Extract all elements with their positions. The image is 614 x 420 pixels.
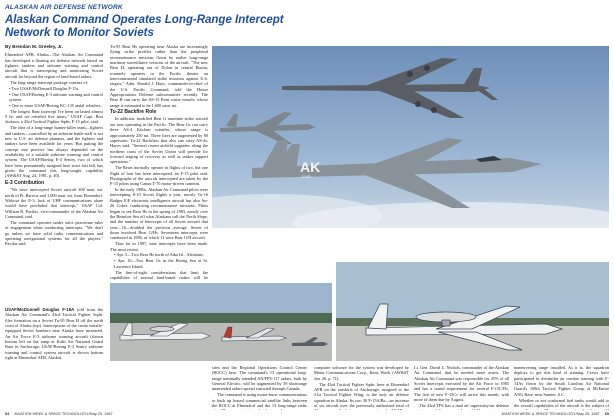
page-number-right: 65 (604, 412, 609, 416)
article-column-5 (414, 365, 509, 410)
article-column-2 (110, 44, 208, 280)
subheading: E-3 Contribution (5, 179, 45, 186)
paragraph: The 43rd Tactical Fighter Sqdn. here at Elmendorf AFB on the outskirts of Anchorage, assigned to the 21st Tactical Fighter Wing, is the only air defense squadron in Alaska. Its two 30 F-15A/Bs—an increase of six aircraft over the previously authorized total of (314, 381, 409, 408)
paragraph: In addition, modified Bear G maritime strike aircraft are now operating in the Pacific. The Bear Gs can carry three AS-4 Kitchen missiles, whose range is approximately 250 mi. Three fixes are augmented by 80 supersonic Tu-22 Backfires that also can carry AS-4s, Hayes said. "Several recent airfield upgrades along the northern coast of the Soviet Union will provide for forward staging of recovery as well as tanker support operations." (110, 116, 208, 165)
paragraph: The idea of a long-range hunter-killer team—fighters and tankers—controlled by an airborne battle staff is not new to U.S. air defense planners, and the fighters and tankers have been available for years. But putting the concept into practice has always depended on the availability of a suitable airborne warning and control system. The USAF/Boeing E-3 Sentry, two of which have been permanently assigned here since last fall, has given the command this long-sought capability (AW&ST Aug. 24, 1981, p. 40). (5, 125, 103, 179)
page-number-left: 64 (5, 412, 10, 416)
ramp-photo (110, 283, 332, 361)
paragraph: Elmendorf AFB, Alaska—The Alaskan Air Command has developed a floating air defense network based on fighters, tankers and airborne warning and control aircraft that is intercepting and monitoring Soviet aircraft far beyond the region of land-based radars. (5, 52, 103, 79)
tail-code-text: AK (300, 159, 321, 175)
article-title: Alaskan Command Operates Long-Range Intercept Network to Monitor Soviets (5, 14, 284, 39)
paragraph: Whether or not conformal fuel tanks would add to the overall capabilities of the aircraft is the subject of (514, 397, 609, 408)
paragraph: The command operates under strict peacetime rules of engagement when conducting intercepts. "We don't go unless we have solid radio communications and operating navigational systems for all the players," Pavilas said. (5, 219, 103, 247)
article-column-6 (514, 365, 609, 410)
paragraph: Tu-95 Bear Hs operating near Alaska are increasingly flying strike profiles rather than the peripheral reconnaissance missions flown by earlier long-range maritime surveillance versions of the aircraft. "The new Bear H, operating out of Dolon in central Russia, routinely operates in the Pacific theater on intercontinental simulated strike missions against U.S. targets," Adm. Ronald J. Hays, commander-in-chief of the U.S. Pacific Command, told the House Appropriations Defense subcommittee recently. The Bear H can carry the AS-15 Kent cruise missile, whose range is estimated to be 1,600 naut. mi. (110, 44, 208, 108)
article-column-4 (314, 365, 409, 410)
paragraph: The longest Bear intercept I've been on lasted almost 9 hr. and we refueled five times," USAF Capt. Bret Jackson, a 43rd Tactical Fighter Sqdn. F-15 pilot, said. (5, 108, 103, 125)
top-photo (212, 46, 609, 228)
paragraph: In the early 1980s, Alaskan Air Command pilots were intercepting 8-10 Soviet flights a year, mostly Tu-16 Badger E/F electronic intelligence aircraft but also An-26 Cokes conducting reconnaissance missions. Pilots began to see Bear Hs in the spring of 1983, mostly over the Beaufort Sea off what Alaskans call the North Slope, and the number of intercepts of all Soviet aircraft that year—16—doubled the previous average. Seven of those involved Bear G/Hs. Seventeen intercepts were conducted in 1986, of which 11 were Bear G/H aircraft. (110, 187, 208, 241)
paragraph: maneuvering range installed. As it is, the squadron deploys to get this kind of training. Crews have participated in dissimilar air combat training with F-14As flown by the South Carolina Air National Guard's 169th Tactical Fighter Group at McEntire ANG Base, near Sumter, S.C. (514, 365, 609, 397)
article-column-1 (5, 44, 103, 306)
paragraph: The Bears normally operate in flights of two, but one flight of four has been intercepted, an F-15 pilot said. Photographs of the aircraft intercepted are taken by the F-15 pilots using Canon T-70 motor-driven cameras. (110, 165, 208, 187)
byline: By Brendan M. Greeley, Jr. (5, 44, 63, 49)
paragraph: computer software for the system was developed by Motor Communications Corp., Kent, Wash. (AW&ST Jan. 26, p. 71). (314, 365, 409, 381)
tail-number-text: 0065 (302, 174, 311, 179)
section-header: ALASKAN AIR DEFENSE NETWORK (5, 4, 123, 11)
e3-sentry-photo (336, 262, 609, 361)
bottom-left-photo (110, 283, 332, 361)
caption-text: (old from the Alaskan Air Command's 43rd Tactical Fighter Sqdn. files formation on a Soviet Tu-95 Bear H off the north coast of Alaska (top). Interceptions of the cruise missile-equipped Soviet bombers near Alaska have increased. An Air Force E-3 airborne warning aircraft (shown bottom left on the ramp at Kulis Air National Guard Base in Anchorage; USAF/Boeing E-3 Sentry airborne warning and control system aircraft is shown bottom right at Elmendorf AFB, Alaska). (5, 307, 103, 361)
paragraph: "We have intercepted Soviet aircraft 400 naut. mi. north of Pt. Barrow and 1,000 naut. mi. from Elmendorf. Without the E-3, lack of UHF communications alone would have precluded that intercept," USAF Col. William R. Pavilas, vice-commander of the Alaskan Air Command, said. (5, 187, 103, 219)
caption-lead: USAF/McDonnell Douglas F-15A (5, 307, 75, 312)
bullet-item: • Apr. 10—Two Bear Gs in the Bering Sea at St. Lawrence Island. (114, 258, 208, 269)
paragraph: The 43rd TFS has a dual air superiority/air defense (419, 403, 509, 408)
paragraph: Thus far in 1987, nine intercepts have been made. The most recent: (110, 241, 208, 252)
paragraph: Lt. Gen. David L. Nichols, commander of the Alaskan Air Command, that he needed more assets. The Alaskan Air Command was responsible for 45% of all Soviet intercepts executed by the Air Force in 1985 and has a sound requirement for several F-15C/Ds. The first of new F-15Cs will arrive this month, with more of them due by August. (414, 365, 509, 403)
subheading: Tu-22 Backfire Role (110, 109, 157, 116)
bullet-item: • Two USAF/McDonnell Douglas F-15s. (9, 85, 80, 91)
bottom-right-photo (336, 262, 609, 361)
footer-left-text: AVIATION WEEK & SPACE TECHNOLOGY/May 25, 1987 (14, 412, 113, 416)
bullet-item: • One USAF/Boeing E-3 airborne warning and control system. (9, 91, 103, 102)
photo-caption (5, 307, 103, 410)
footer-left (5, 412, 205, 416)
footer-right-text: AVIATION WEEK & SPACE TECHNOLOGY/May 25, 1987 (501, 412, 600, 416)
bullet-item: • One or more USAF/Boeing KC-135 aerial refuelers. (9, 102, 102, 108)
paragraph: The command is using motor-burst communications to back up leased commercial satellite links between the ROCC at Elmendorf and the 13 long-range radar (212, 392, 307, 408)
footer-right (410, 412, 609, 416)
paragraph: The long-range intercept package consists of: (10, 79, 89, 85)
bullet-item: • Apr. 5—Two Bear Hs north of Atka Isl., Aleutians. (114, 252, 204, 258)
bear-intercept-photo (212, 46, 609, 228)
paragraph: The line-of-sight considerations that limit the capabilities of normal land-based radars will be (110, 269, 208, 280)
paragraph: sites and the Regional Operations Control Center (ROCC) here. The command's 13 operational long-range minimally attended AN/FPS-117 radars, built by General Electric, will be augmented by 39 shortrange unattended radars spread eastward through Canada. (212, 365, 307, 392)
article-column-3 (212, 365, 307, 410)
